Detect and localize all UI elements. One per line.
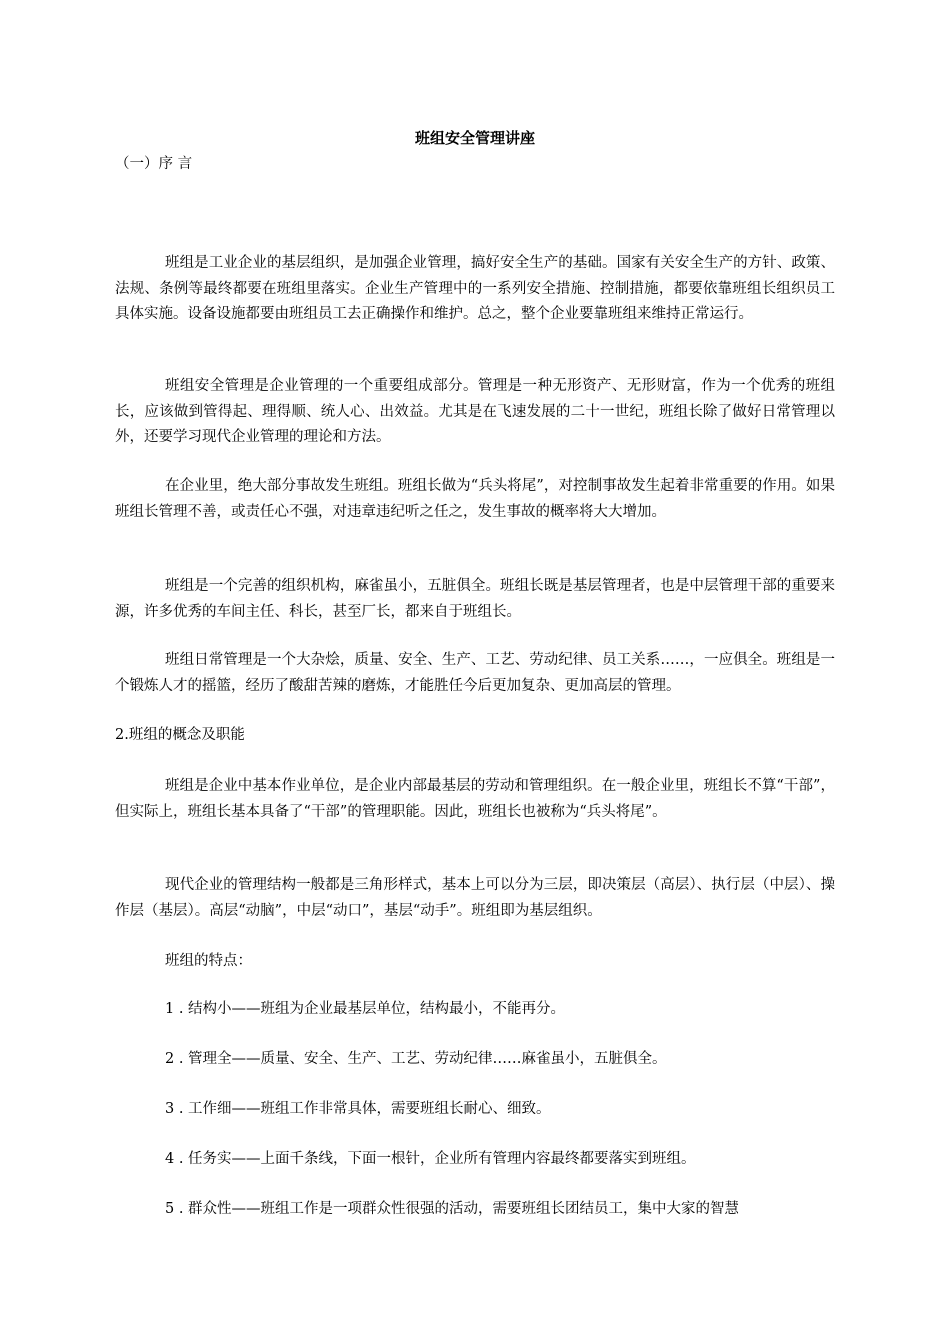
paragraph-structure: 现代企业的管理结构一般都是三角形样式，基本上可以分为三层，即决策层（高层）、执行层（中层）、操作层（基层）。高层“动脑”，中层“动口”，基层“动手”。班组即为基层组织。 xyxy=(115,877,835,919)
paragraph-accidents: 在企业里，绝大部分事故发生班组。班组长做为“兵头将尾”，对控制事故发生起着非常重要的作用。如果班组长管理不善，或责任心不强，对违章违纪听之任之，发生事故的概率将大大增加。 xyxy=(115,478,835,520)
section-label-preface: （一）序 言 xyxy=(115,156,193,172)
document-title: 班组安全管理讲座 xyxy=(414,129,535,147)
feature-item-3: 3 . 工作细——班组工作非常具体，需要班组长耐心、细致。 xyxy=(165,1101,551,1117)
paragraph-intro: 班组是工业企业的基层组织，是加强企业管理，搞好安全生产的基础。国家有关安全生产的方针、政策、法规、条例等最终都要在班组里落实。企业生产管理中的一系列安全措施、控制措施，都要依靠班组长组织员工具体实施。设备设施都要由班组员工去正确操作和维护。总之，整个企业要靠班组来维持正常运行。 xyxy=(115,255,835,322)
features-label: 班组的特点： xyxy=(165,953,252,969)
paragraph-daily-management: 班组日常管理是一个大杂烩，质量、安全、生产、工艺、劳动纪律、员工关系……，一应俱全。班组是一个锻炼人才的摇篮，经历了酸甜苦辣的磨炼，才能胜任今后更加复杂、更加高层的管理。 xyxy=(115,652,835,694)
feature-item-2: 2 . 管理全——质量、安全、生产、工艺、劳动纪律……麻雀虽小，五脏俱全。 xyxy=(165,1051,667,1067)
feature-item-4: 4 . 任务实——上面千条线，下面一根针，企业所有管理内容最终都要落实到班组。 xyxy=(165,1151,696,1167)
paragraph-management: 班组安全管理是企业管理的一个重要组成部分。管理是一种无形资产、无形财富，作为一个优秀的班组长，应该做到管得起、理得顺、统人心、出效益。尤其是在飞速发展的二十一世纪，班组长除了做好日常管理以外，还要学习现代企业管理的理论和方法。 xyxy=(115,378,835,445)
paragraph-concept: 班组是企业中基本作业单位，是企业内部最基层的劳动和管理组织。在一般企业里，班组长不算“干部”，但实际上，班组长基本具备了“干部”的管理职能。因此，班组长也被称为“兵头将尾”。 xyxy=(115,778,835,820)
section2-heading: 2.班组的概念及职能 xyxy=(115,727,245,743)
paragraph-organization: 班组是一个完善的组织机构，麻雀虽小，五脏俱全。班组长既是基层管理者，也是中层管理干部的重要来源，许多优秀的车间主任、科长，甚至厂长，都来自于班组长。 xyxy=(115,578,835,620)
feature-item-5: 5 . 群众性——班组工作是一项群众性很强的活动，需要班组长团结员工，集中大家的智慧 xyxy=(165,1201,740,1217)
feature-item-1: 1 . 结构小——班组为企业最基层单位，结构最小，不能再分。 xyxy=(165,1001,566,1017)
